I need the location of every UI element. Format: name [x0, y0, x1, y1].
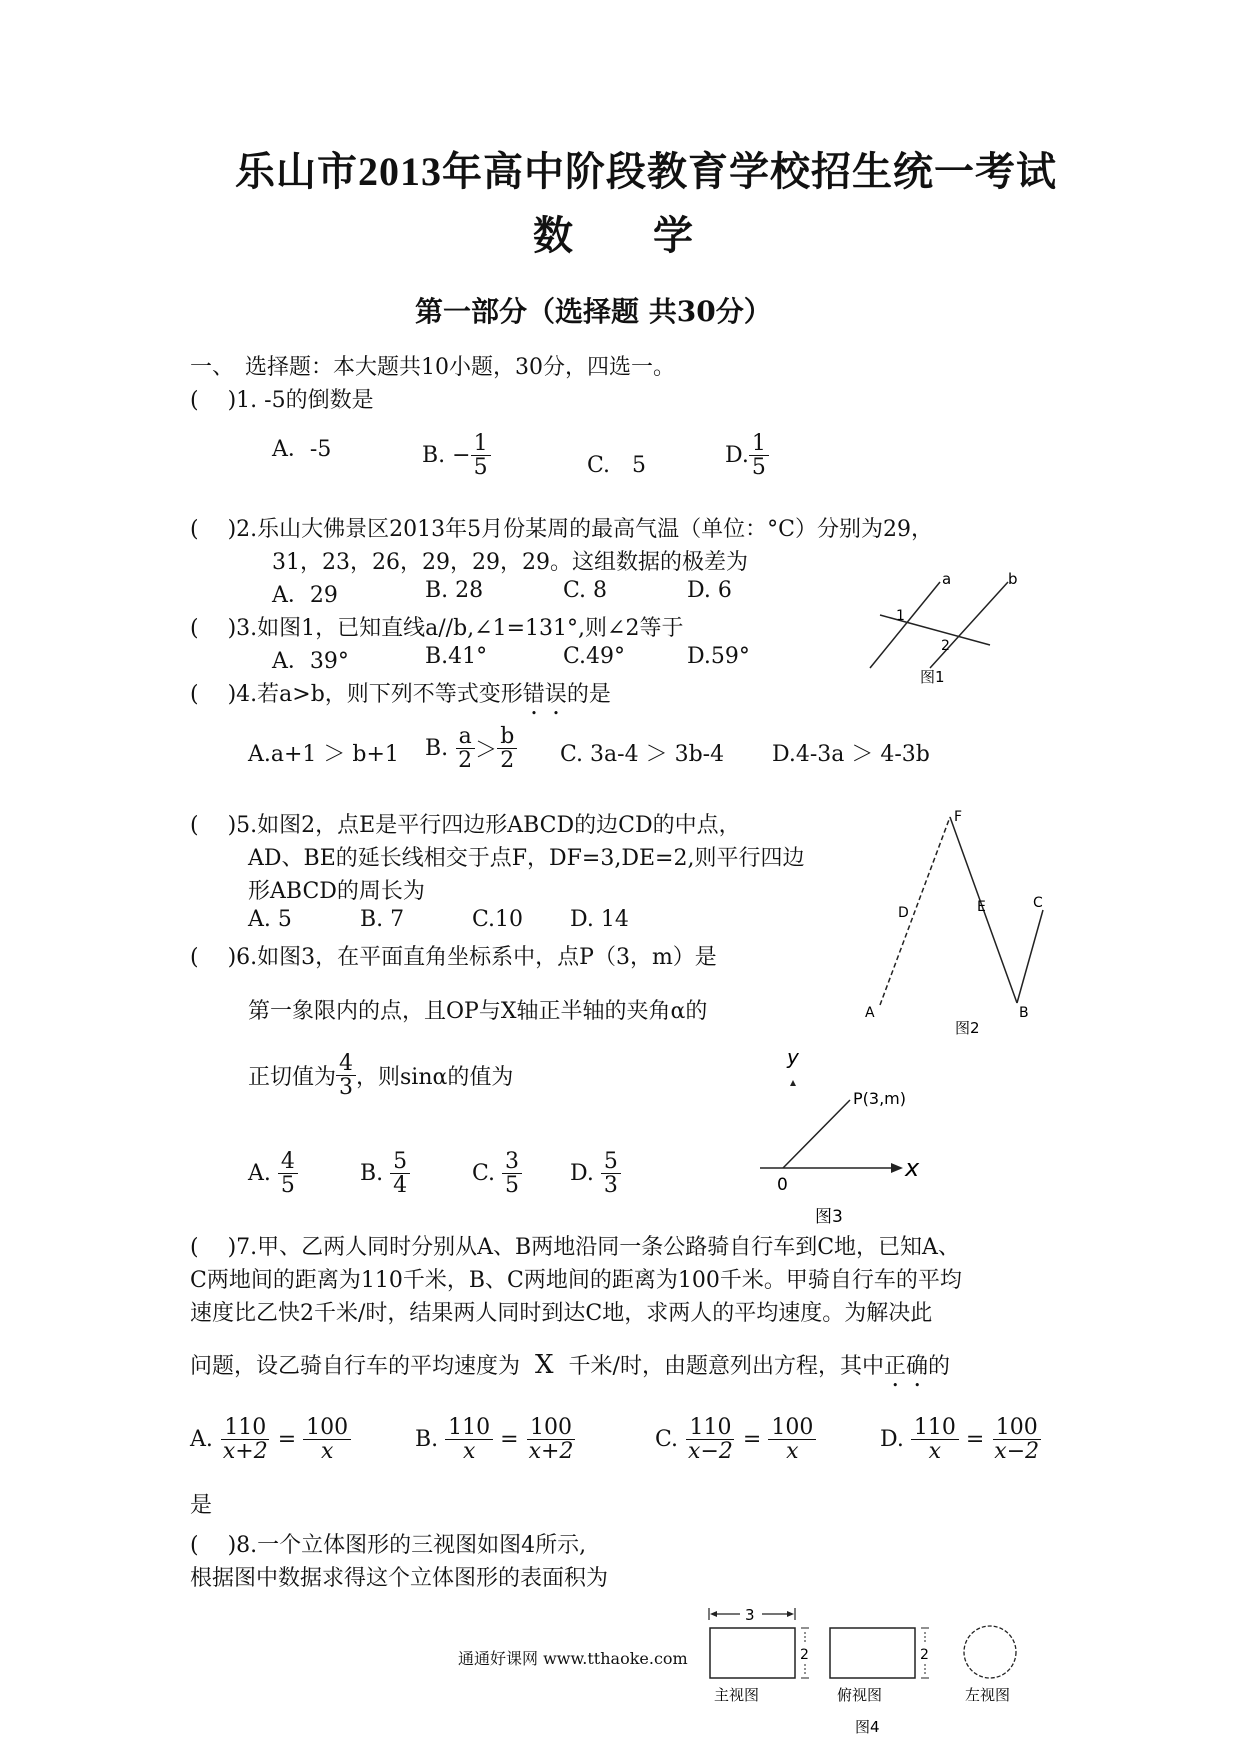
top-view-rect — [830, 1628, 915, 1678]
fig2-label-F: F — [954, 809, 963, 825]
part-heading: 第一部分（选择题 共30分） — [415, 295, 772, 328]
fig4-left-label: 左视图 — [965, 1686, 1011, 1704]
q5-option-a: A. 5 — [248, 907, 292, 932]
q6-stem-line2: 第一象限内的点，且OP与X轴正半轴的夹角α的 — [248, 999, 708, 1024]
q5-stem: ( )5.如图2，点E是平行四边形ABCD的边CD的中点， — [190, 813, 741, 838]
q7-line1: ( )7.甲、乙两人同时分别从A、B两地沿同一条公路骑自行车到C地，已知A、 — [190, 1235, 960, 1260]
fig2-label-C: C — [1033, 895, 1043, 911]
q7-option-b: B. $\frac{110}{x}$ = $\frac{100}{x+2}$ — [415, 1415, 574, 1465]
q4-emphasis: 错误 — [522, 682, 567, 707]
q1-option-c: C. 5 — [587, 453, 647, 478]
fig4-dim-2-front: 2 — [800, 1647, 809, 1663]
q7-line2: C两地间的距离为110千米，B、C两地间的距离为100千米。甲骑自行车的平均 — [190, 1268, 962, 1293]
q4-stem: ( )4.若a>b，则下列不等式变形错误的是 — [190, 682, 611, 707]
q6-option-a: A. $\frac{4}{5}$ — [248, 1150, 298, 1197]
x-axis-arrow — [891, 1163, 903, 1173]
fig4-caption: 图4 — [855, 1718, 880, 1736]
q7-option-a: A. $\frac{110}{x+2}$ = $\frac{100}{x}$ — [190, 1416, 351, 1463]
q2-stem: ( )2.乐山大佛景区2013年5月份某周的最高气温（单位：°C）分别为29， — [190, 517, 933, 542]
q2-option-a: A．29 — [272, 583, 338, 608]
q5-stem-line2: AD、BE的延长线相交于点F，DF=3,DE=2,则平行四边 — [248, 846, 805, 871]
left-view-circle — [964, 1626, 1016, 1678]
q3-option-b: B.41° — [425, 644, 488, 669]
q6-stem: ( )6.如图3，在平面直角坐标系中，点P（3，m）是 — [190, 945, 717, 970]
q6-option-b: B. $\frac{5}{4}$ — [360, 1150, 410, 1197]
fig3-y-label: y — [787, 1045, 799, 1069]
q3-option-d: D.59° — [687, 644, 750, 669]
fig2-label-B: B — [1019, 1005, 1029, 1021]
q1-option-b-fraction: $\frac{1}{5}$ — [471, 432, 491, 479]
q2-option-c: C. 8 — [563, 578, 608, 603]
section-intro: 一、 选择题：本大题共10小题，30分，四选一。 — [190, 355, 675, 380]
figure-2 — [855, 805, 1065, 1035]
segment-OP — [783, 1100, 850, 1168]
line-AF — [880, 817, 950, 1005]
q6-tan-fraction: $\frac{4}{3}$ — [336, 1052, 356, 1099]
q4-option-b-fraction-2: $\frac{b}{2}$ — [497, 725, 517, 772]
q6-stem-line3: 正切值为 $\frac{4}{3}$ ，则sinα的值为 — [248, 1051, 514, 1101]
q7-emphasis: 正确 — [883, 1354, 928, 1379]
line-b — [930, 582, 1008, 668]
q7-line3: 速度比乙快2千米/时，结果两人同时到达C地，求两人的平均速度。为解决此 — [190, 1301, 933, 1326]
fig2-caption: 图2 — [955, 1019, 980, 1035]
q4-option-b: B. $\frac{a}{2}$ ＞ $\frac{b}{2}$ — [425, 725, 517, 772]
q4-option-a: A.a+1 ＞ b+1 — [248, 742, 399, 767]
fig4-front-label: 主视图 — [714, 1686, 760, 1704]
fig3-origin: 0 — [777, 1175, 788, 1195]
figure-4 — [700, 1604, 1030, 1744]
y-axis-arrow — [790, 1080, 796, 1086]
figure-3 — [755, 1040, 955, 1230]
q7-option-d: D. $\frac{110}{x}$ = $\frac{100}{x-2}$ — [880, 1415, 1040, 1465]
q5-option-d: D. 14 — [570, 907, 629, 932]
fig1-label-a: a — [942, 570, 952, 588]
q6-option-d: D. $\frac{5}{3}$ — [570, 1150, 621, 1197]
q1-option-b: B. − $\frac{1}{5}$ — [422, 432, 491, 479]
subject-title: 数 学 — [533, 212, 693, 259]
q7-variable: X — [535, 1350, 554, 1380]
q1-option-d-fraction: $\frac{1}{5}$ — [749, 432, 769, 479]
q5-stem-line3: 形ABCD的周长为 — [248, 879, 425, 904]
fig1-label-1: 1 — [896, 608, 905, 624]
fig2-label-D: D — [898, 905, 909, 921]
footer-watermark: 通通好课网 www.tthaoke.com — [458, 1649, 688, 1668]
fig1-label-b: b — [1008, 570, 1018, 588]
fig4-top-label: 俯视图 — [837, 1686, 883, 1704]
q3-stem: ( )3.如图1，已知直线a//b,∠1=131°,则∠2等于 — [190, 616, 684, 641]
q1-stem: ( )1. -5的倒数是 — [190, 388, 374, 413]
fig3-x-label: x — [905, 1154, 920, 1182]
q2-option-d: D. 6 — [687, 578, 732, 603]
front-view-rect — [710, 1628, 795, 1678]
fig1-caption: 图1 — [920, 668, 945, 686]
q4-option-c: C. 3a-4 ＞ 3b-4 — [560, 742, 725, 767]
q3-option-a: A．39° — [272, 649, 349, 674]
q4-option-d: D.4-3a ＞ 4-3b — [772, 742, 930, 767]
q1-option-a: A．-5 — [272, 437, 332, 462]
q8-stem: ( )8.一个立体图形的三视图如图4所示, — [190, 1533, 587, 1558]
q7-line5: 是 — [190, 1493, 213, 1518]
line-a — [870, 582, 940, 668]
line-BC — [1017, 910, 1043, 1003]
q7-option-c: C. $\frac{110}{x-2}$ = $\frac{100}{x}$ — [655, 1416, 816, 1463]
fig1-label-2: 2 — [941, 638, 950, 654]
q1-option-d: D. $\frac{1}{5}$ — [725, 432, 769, 479]
q5-option-b: B. 7 — [360, 907, 405, 932]
q4-option-b-fraction-1: $\frac{a}{2}$ — [455, 725, 475, 772]
q6-option-c: C. $\frac{3}{5}$ — [472, 1150, 522, 1197]
q3-option-c: C.49° — [563, 644, 626, 669]
fig3-point-P: P(3,m) — [853, 1089, 906, 1108]
fig4-dim-3: 3 — [745, 1606, 755, 1624]
q2-option-b: B. 28 — [425, 578, 484, 603]
exam-title: 乐山市2013年高中阶段教育学校招生统一考试 — [235, 149, 1057, 194]
fig2-label-E: E — [977, 899, 986, 915]
fig3-caption: 图3 — [815, 1207, 843, 1227]
q5-option-c: C.10 — [472, 907, 524, 932]
q7-line4: 问题，设乙骑自行车的平均速度为 X 千米/时，由题意列出方程，其中正确的 — [190, 1350, 950, 1380]
fig4-dim-2-top: 2 — [920, 1647, 929, 1663]
fig2-label-A: A — [865, 1005, 875, 1021]
figure-1 — [860, 570, 1040, 690]
q8-stem-line2: 根据图中数据求得这个立体图形的表面积为 — [190, 1566, 609, 1591]
q2-stem-line2: 31，23，26，29，29，29。这组数据的极差为 — [272, 550, 748, 575]
